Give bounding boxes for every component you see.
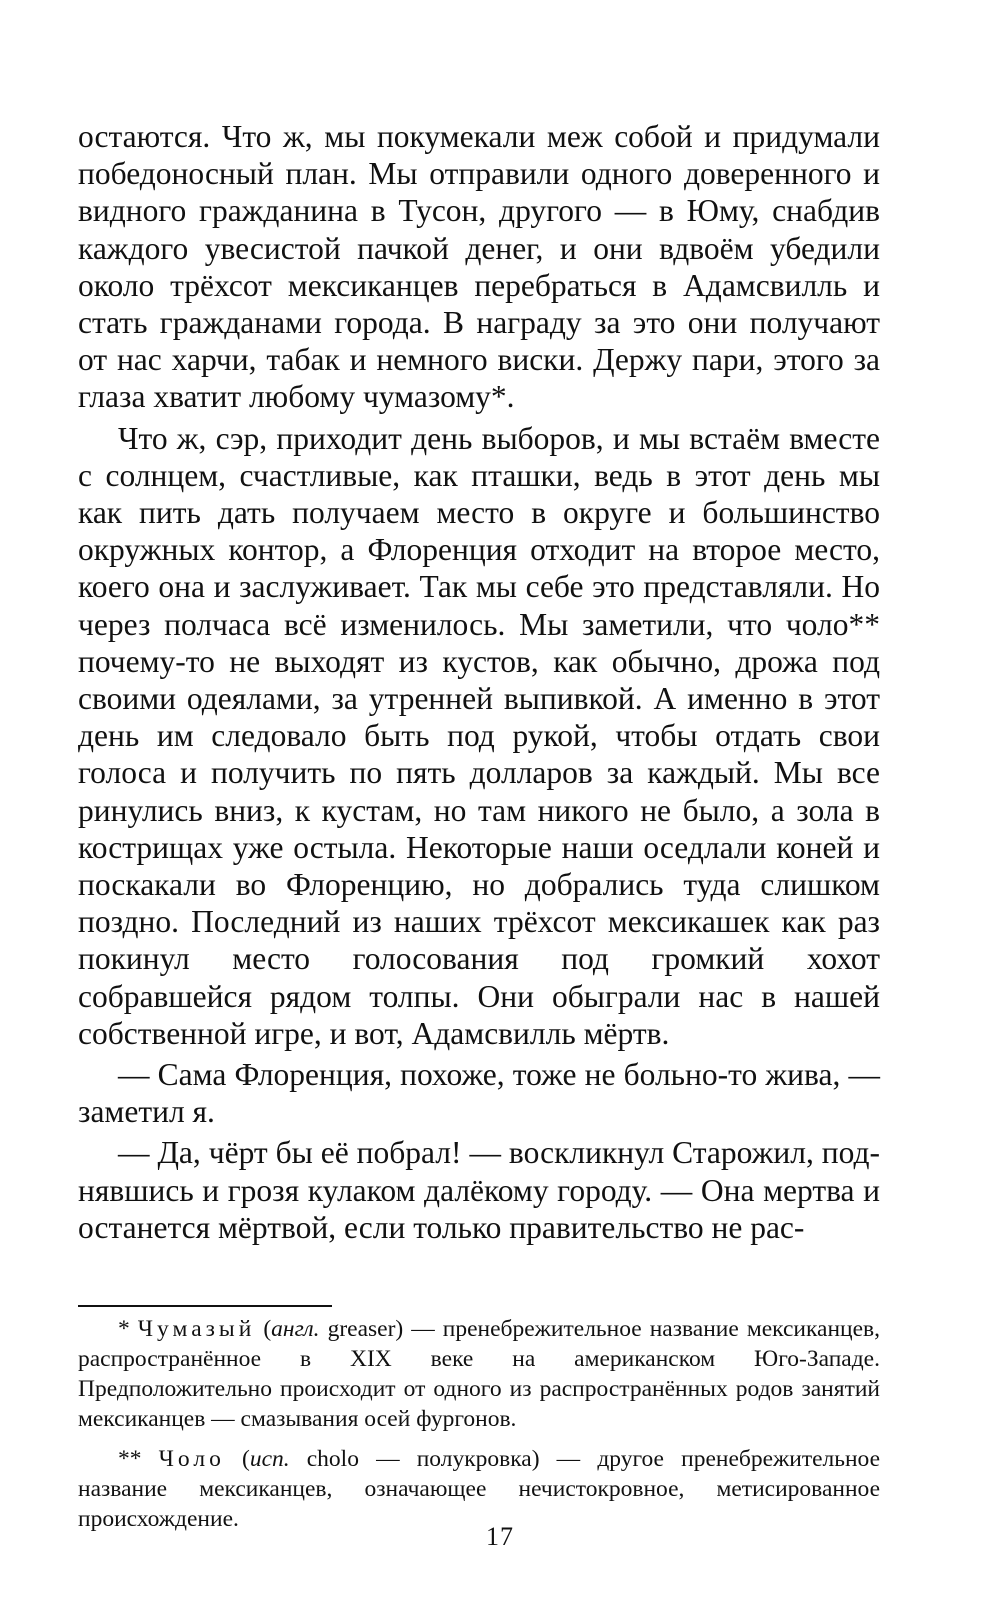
- paragraph-2: Что ж, сэр, приходит день выборов, и мы встаём вместе с солнцем, счастливые, как пташки, ведь в этот день мы как пить дать получаем место в округе и большинство окружных контор, а Флоренция отходит на второе место, коего она и заслуживает. Так мы себе это представляли. Но через полчаса всё изменилось. Мы заметили, что чоло** почему-то не выходят из кустов, как обычно, дрожа под своими одеялами, за утренней выпивкой. А именно в этот день им следовало быть под рукой, чтобы отдать свои голоса и получить по пять долларов за каждый. Мы все ринулись вниз, к кустам, но там никого не было, а зола в кострищах уже остыла. Некоторые наши оседлали коней и поскакали во Флоренцию, но добрались туда слишком поздно. Последний из наших трёхсот мексикашек как раз покинул место голосования под громкий хохот собравшейся рядом толпы. Они обыграли нас в нашей собственной игре, и вот, Адамсвилль мёртв.: [78, 420, 880, 1051]
- footnote-2-term: Чоло: [158, 1446, 225, 1472]
- footnotes: [78, 1314, 880, 1534]
- footnote-2: ** Чоло (исп. cholo — полукровка) — другое пренебрежительное название мексиканцев, означающее нечистокровное, метисированное происхождение.: [78, 1446, 881, 1532]
- footnote-1-marker: *: [118, 1316, 130, 1342]
- footnote-1-lang: англ.: [271, 1316, 320, 1342]
- page-number: 17: [486, 1522, 514, 1551]
- main-text: [78, 118, 880, 1246]
- footnote-2-lang: исп.: [249, 1446, 290, 1472]
- footnote-1-term: Чумазый: [137, 1316, 256, 1342]
- footnote-2-marker: **: [118, 1446, 142, 1472]
- paragraph-4: — Да, чёрт бы её побрал! — воскликнул Старожил, поднявшись и грозя кулаком далёкому городу. — Она мертва и останется мёртвой, если только правительство не рас-: [78, 1135, 880, 1245]
- footnote-separator: [78, 1305, 332, 1307]
- footnote-2-text: cholo — полукровка) — другое пренебрежительное название мексиканцев, означающее нечистокровное, метисированное происхождение.: [78, 1446, 881, 1532]
- footnote-1-text: greaser) — пренебрежительное название мексиканцев, распространённое в XIX веке на американском Юго-Западе. Предположительно происходит от одного из распространённых родов занятий мексиканцев — смазывания осей фургонов.: [78, 1316, 881, 1432]
- paragraph-1: остаются. Что ж, мы покумекали меж собой и придумали победоносный план. Мы отправили одного доверенного и видного гражданина в Тусон, другого — в Юму, снабдив каждого увесистой пачкой денег, и они вдвоём убедили около трёхсот мексиканцев перебраться в Адамсвилль и стать гражданами города. В награду за это они получают от нас харчи, табак и немного виски. Держу пари, этого за глаза хватит любому чумазому*.: [78, 119, 880, 415]
- footnote-1: * Чумазый (англ. greaser) — пренебрежительное название мексиканцев, распространённое в XIX веке на американском Юго-Западе. Предположительно происходит от одного из распространённых родов занятий мексиканцев — смазывания осей фургонов.: [78, 1316, 881, 1432]
- paragraph-3: — Сама Флоренция, похоже, тоже не больно-то жива, — заметил я.: [78, 1057, 880, 1130]
